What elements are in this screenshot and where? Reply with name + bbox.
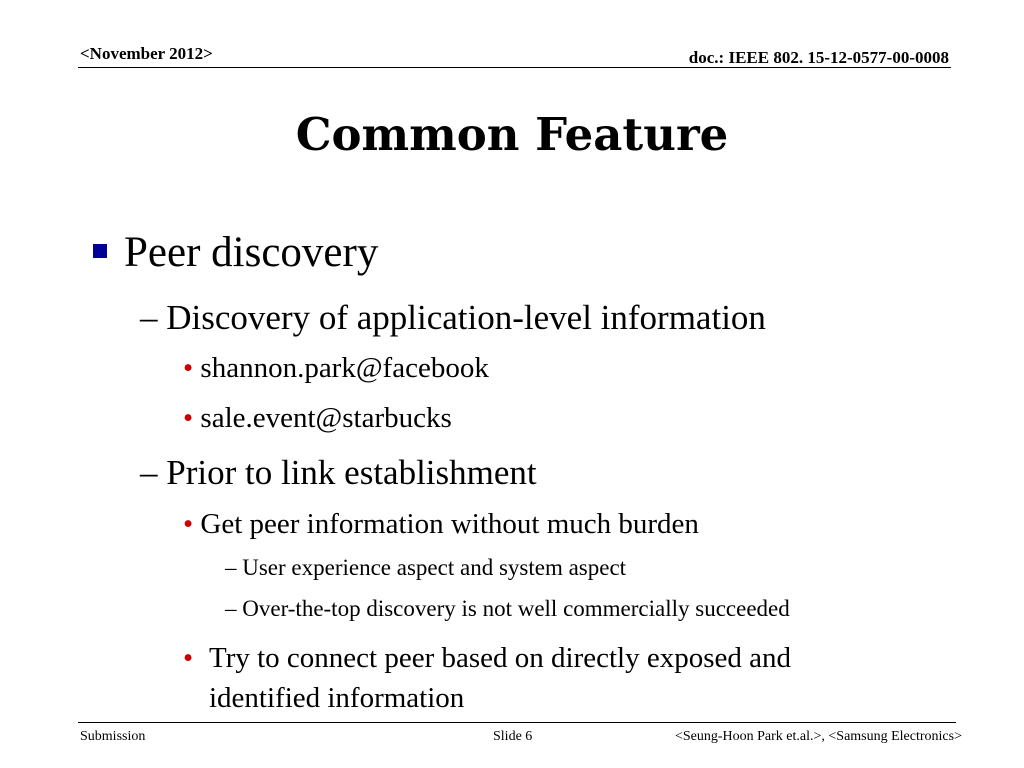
bullet-text: Peer discovery xyxy=(124,229,379,276)
sub-sub-bullet-ux: – User experience aspect and system aspect xyxy=(225,555,627,580)
dot-bullet-icon: • xyxy=(183,642,194,674)
list-item-text: Get peer information without much burden xyxy=(200,508,699,540)
footer-submission: Submission xyxy=(80,729,146,744)
slide-title: Common Feature xyxy=(295,108,729,161)
dot-bullet-icon: • xyxy=(183,508,194,540)
dot-bullet-icon: • xyxy=(183,402,194,434)
list-item-text: sale.event@starbucks xyxy=(200,402,452,434)
list-item-peer-info xyxy=(183,508,699,541)
list-item-email-1 xyxy=(183,352,489,385)
header-rule xyxy=(78,67,951,68)
list-item-connect-peer xyxy=(183,638,903,718)
square-bullet-icon xyxy=(93,244,107,258)
sub-bullet-prior-link: – Prior to link establishment xyxy=(140,453,537,492)
footer-slide-number: Slide 6 xyxy=(493,729,533,744)
footer-authors: <Seung-Hoon Park et.al.>, <Samsung Electronics> xyxy=(674,729,962,744)
sub-bullet-discovery: – Discovery of application-level information xyxy=(140,298,766,337)
dot-bullet-icon: • xyxy=(183,352,194,384)
footer-rule xyxy=(78,722,956,723)
header-doc-id: doc.: IEEE 802. 15-12-0577-00-0008 xyxy=(688,48,949,67)
header-date: <November 2012> xyxy=(80,44,213,63)
list-item-text: shannon.park@facebook xyxy=(200,352,489,384)
list-item-email-2 xyxy=(183,402,452,435)
list-item-text: Try to connect peer based on directly exposed and identified information xyxy=(209,642,791,714)
sub-sub-bullet-ott: – Over-the-top discovery is not well commercially succeeded xyxy=(225,596,790,621)
